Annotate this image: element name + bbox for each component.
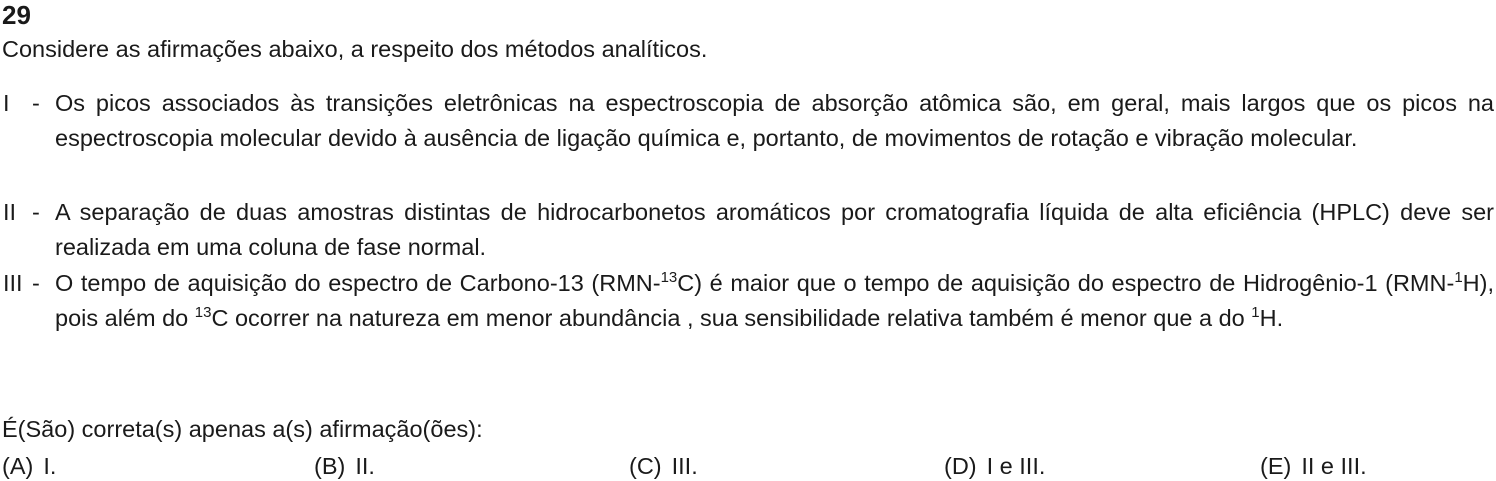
superscript: 13 xyxy=(660,269,678,286)
option-label: (B) xyxy=(314,453,346,479)
statement-roman: II xyxy=(3,199,17,225)
option-label: (D) xyxy=(944,453,977,479)
superscript: 1 xyxy=(1454,269,1463,286)
option-label: (A) xyxy=(2,453,34,479)
statement-dash: - xyxy=(32,90,40,116)
question-intro: Considere as afirmações abaixo, a respeito dos métodos analíticos. xyxy=(2,36,708,62)
statement-text: Os picos associados às transições eletrônicas na espectroscopia de absorção atômica são, em geral, mais largos que os picos na espectroscopia molecular devido à ausência de ligação química e, portanto, de movimentos de rotação e vibração molecular. xyxy=(55,90,1494,151)
question-number: 29 xyxy=(2,0,31,30)
option-e[interactable] xyxy=(1260,451,1367,481)
option-b[interactable] xyxy=(314,451,375,481)
superscript: 1 xyxy=(1251,304,1260,321)
option-text: I. xyxy=(43,453,57,479)
statement-roman: I xyxy=(3,90,10,116)
statement-dash: - xyxy=(32,270,40,296)
option-d[interactable] xyxy=(944,451,1045,481)
option-c[interactable] xyxy=(629,451,698,481)
option-text: II e III. xyxy=(1301,453,1367,479)
option-label: (C) xyxy=(629,453,662,479)
option-text: II. xyxy=(355,453,375,479)
superscript: 13 xyxy=(194,304,212,321)
statement-text: O tempo de aquisição do espectro de Carbono-13 (RMN-$^{13}$C) é maior que o tempo de aquisição do espectro de Hidrogênio-1 (RMN-$^1$H), pois além do $^{13}$C ocorrer na natureza em menor abundância , sua sensibilidade relativa também é menor que a do $^1$H. xyxy=(55,269,1494,331)
option-a[interactable] xyxy=(2,451,56,481)
option-label: (E) xyxy=(1260,453,1292,479)
statement-roman: III xyxy=(3,270,23,296)
statement-dash: - xyxy=(32,199,40,225)
answer-prompt: É(São) correta(s) apenas a(s) afirmação(ões): xyxy=(2,416,483,442)
statement-text: A separação de duas amostras distintas de hidrocarbonetos aromáticos por cromatografia líquida de alta eficiência (HPLC) deve ser realizada em uma coluna de fase normal. xyxy=(55,199,1494,260)
option-text: III. xyxy=(671,453,698,479)
option-text: I e III. xyxy=(986,453,1046,479)
